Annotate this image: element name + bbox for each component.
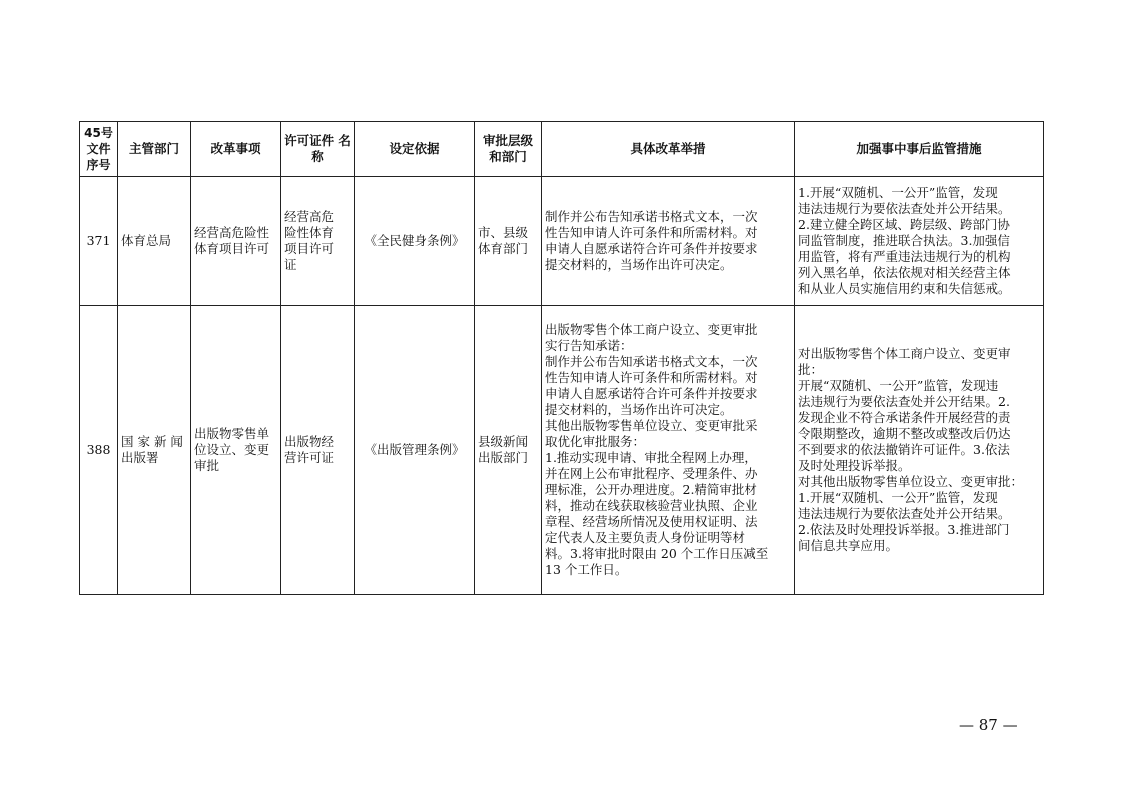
cell-no: 388	[80, 306, 118, 595]
cell-level: 市、县级 体育部门	[475, 177, 542, 306]
header-measures: 具体改革举措	[542, 122, 795, 177]
header-license: 许可证件 名称	[281, 122, 355, 177]
cell-basis: 《出版管理条例》	[355, 306, 475, 595]
cell-item: 出版物零售单 位设立、变更 审批	[191, 306, 281, 595]
header-row	[80, 122, 1044, 177]
cell-license: 出版物经 营许可证	[281, 306, 355, 595]
cell-supervision: 对出版物零售个体工商户设立、变更审 批： 开展“双随机、一公开”监管，发现违 法违规行为要依法查处并公开结果。2. 发现企业不符合承诺条件开展经营的责 令限期整改，逾期不整改或整改后仍达 不到要求的依法撤销许可证件。3.依法 及时处理投诉举报。 对其他出版物零售单位设立、变更审批： 1.开展“双随机、一公开”监管，发现 违法违规行为要依法查处并公开结果。 2.依法及时处理投诉举报。3.推进部门 间信息共享应用。	[795, 306, 1044, 595]
cell-item: 经营高危险性 体育项目许可	[191, 177, 281, 306]
cell-no: 371	[80, 177, 118, 306]
header-basis: 设定依据	[355, 122, 475, 177]
header-dept: 主管部门	[118, 122, 191, 177]
cell-dept: 体育总局	[118, 177, 191, 306]
header-no: 45号 文件 序号	[80, 122, 118, 177]
cell-supervision: 1.开展“双随机、一公开”监管，发现 违法违规行为要依法查处并公开结果。 2.建立健全跨区域、跨层级、跨部门协 同监管制度，推进联合执法。3.加强信 用监管，将有严重违法违规行为的机构 列入黑名单，依法依规对相关经营主体 和从业人员实施信用约束和失信惩戒。	[795, 177, 1044, 306]
table-row	[80, 306, 1044, 595]
cell-measures: 出版物零售个体工商户设立、变更审批 实行告知承诺： 制作并公布告知承诺书格式文本，一次 性告知申请人许可条件和所需材料。对 申请人自愿承诺符合许可条件并按要求 提交材料的，当场作出许可决定。 其他出版物零售单位设立、变更审批采 取优化审批服务： 1.推动实现申请、审批全程网上办理， 并在网上公布审批程序、受理条件、办 理标准，公开办理进度。2.精简审批材 料，推动在线获取核验营业执照、企业 章程、经营场所情况及使用权证明、法 定代表人及主要负责人身份证明等材 料。3.将审批时限由 20 个工作日压减至 13 个工作日。	[542, 306, 795, 595]
cell-basis: 《全民健身条例》	[355, 177, 475, 306]
reform-table	[79, 121, 1044, 595]
cell-dept: 国 家 新 闻 出版署	[118, 306, 191, 595]
table-row	[80, 177, 1044, 306]
header-level: 审批层级 和部门	[475, 122, 542, 177]
header-supervision: 加强事中事后监管措施	[795, 122, 1044, 177]
cell-level: 县级新闻 出版部门	[475, 306, 542, 595]
cell-measures: 制作并公布告知承诺书格式文本，一次 性告知申请人许可条件和所需材料。对 申请人自愿承诺符合许可条件并按要求 提交材料的，当场作出许可决定。	[542, 177, 795, 306]
page-number: — 87 —	[959, 716, 1018, 734]
header-item: 改革事项	[191, 122, 281, 177]
cell-license: 经营高危 险性体育 项目许可 证	[281, 177, 355, 306]
